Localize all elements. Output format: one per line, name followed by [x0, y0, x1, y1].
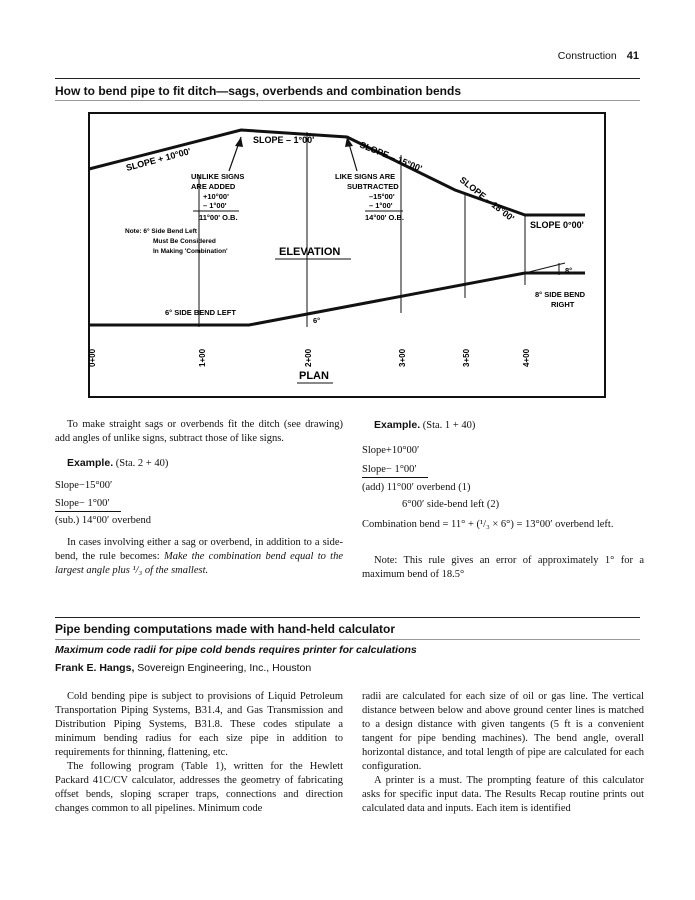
calc-line-1: Slope−15°00′	[55, 480, 113, 491]
example-label: Example.	[67, 457, 114, 469]
label-like-1: LIKE SIGNS ARE	[335, 172, 396, 181]
station-label-0: 0+00	[88, 348, 97, 367]
station-label-4: 3+50	[462, 348, 471, 367]
calc-line-3	[55, 514, 343, 528]
plan-profile	[89, 273, 585, 325]
label-slope-right2: SLOPE – 18°00'	[457, 174, 517, 224]
label-slope-end: SLOPE 0°00'	[530, 220, 584, 230]
label-like-4: – 1°00'	[369, 201, 393, 210]
label-like-2: SUBTRACTED	[347, 182, 399, 191]
rule-paragraph	[55, 536, 343, 578]
calc-right-4: 6°00′ side-bend left (2)	[402, 499, 500, 510]
calc-line-3-pre: (sub.)	[55, 515, 80, 526]
calc-right-3	[362, 481, 644, 495]
left-text-column	[55, 418, 343, 578]
section-rule	[55, 100, 640, 101]
section2-left-p1: Cold bending pipe is subject to provisions of Liquid Petroleum Transportation Piping Systems, B31.4, and Gas Transmission and Distribution Piping Systems, B31.8. These codes stipulate a minimum bending radius for each size pipe in addition to requirements for thinning, flattening, etc.	[55, 691, 343, 758]
label-eight-deg: 8°	[565, 266, 573, 275]
station-label-3: 3+00	[398, 348, 407, 367]
section2-right-p2: A printer is a must. The prompting feature of this calculator asks for specific input data. The Results Recap routine prints out calculated data and inputs. Each item is identified	[362, 775, 644, 814]
right-text-column	[362, 418, 644, 582]
calc-right-3-val: 11°00′ overbend (1)	[386, 482, 471, 493]
combination-line: Combination bend = 11° + (¹/₃ × 6°) = 13°00′ overbend left.	[362, 519, 614, 530]
label-note-3: In Making 'Combination'	[153, 248, 228, 255]
rule-italic: Make the combination bend equal to the largest angle plus ¹/₃ of the smallest.	[55, 551, 344, 576]
calc-right-3-pre: (add)	[362, 482, 385, 493]
label-unlike-5: 11°00' O.B.	[199, 213, 238, 222]
label-plan: PLAN	[299, 370, 329, 382]
label-side-right-2: RIGHT	[551, 300, 575, 309]
label-slope-right1: SLOPE – 15°00'	[358, 139, 424, 174]
arrow-unlike-head	[235, 137, 243, 147]
label-like-5: 14°00' O.B.	[365, 213, 404, 222]
label-slope-mid: SLOPE – 1°00'	[253, 135, 315, 145]
section2-subtitle: Maximum code radii for pipe cold bends requires printer for calculations	[55, 644, 417, 656]
header-section: Construction	[557, 50, 617, 62]
label-unlike-4: – 1°00'	[203, 201, 227, 210]
example-label-right: Example.	[374, 419, 421, 431]
note-paragraph: Note: This rule gives an error of approximately 1° for a maximum bend of 18.5°	[362, 555, 644, 580]
example-heading-left	[55, 456, 343, 471]
label-note-2: Must Be Considered	[153, 238, 216, 245]
label-six-deg: 6°	[313, 316, 321, 325]
label-like-3: –15°00'	[369, 192, 395, 201]
example-station-right: (Sta. 1 + 40)	[422, 420, 476, 431]
label-slope-left: SLOPE + 10°00'	[124, 146, 192, 173]
section2-rule-top	[55, 617, 640, 618]
station-label-1: 1+00	[198, 348, 207, 367]
author-org: Sovereign Engineering, Inc., Houston	[137, 662, 312, 674]
section2-left-column	[55, 690, 343, 816]
label-note-1: Note: 6° Side Bend Left	[125, 228, 197, 235]
example-station: (Sta. 2 + 40)	[115, 458, 169, 469]
calc-right-1: Slope+10°00′	[362, 445, 420, 456]
label-unlike-2: ARE ADDED	[191, 182, 236, 191]
author-name: Frank E. Hangs,	[55, 662, 135, 674]
pipe-bend-diagram	[89, 113, 605, 397]
station-label-2: 2+00	[304, 348, 313, 367]
calc-line-2-text: Slope− 1°00′	[55, 497, 121, 512]
section2-rule	[55, 639, 640, 640]
section2-left-p2: The following program (Table 1), written for the Hewlett Packard 41C/CV calculator, addresses the geometry of fabricating offset bends, sloping scraper traps, connections and direction changes common to all pipelines. Minimum code	[55, 761, 343, 814]
label-side-left: 6° SIDE BEND LEFT	[165, 308, 236, 317]
calc-line-3-val: 14°00′ overbend	[81, 515, 152, 526]
section2-title: Pipe bending computations made with hand-held calculator	[55, 622, 396, 636]
calc-line-2	[55, 497, 343, 512]
label-elevation: ELEVATION	[279, 246, 341, 258]
section-title: How to bend pipe to fit ditch—sags, overbends and combination bends	[55, 84, 462, 98]
page-number: 41	[626, 50, 639, 62]
section2-right-column	[362, 690, 644, 816]
section2-right-p1: radii are calculated for each size of oil or gas line. The vertical distance between below and above ground center lines is matched to a design distance with given tangents (5 ft is a convenient tangent for pipe bending machines). The bend angle, overall horizontal distance, and total length of pipe are calculated for each configuration.	[362, 691, 644, 772]
calc-right-2	[362, 463, 644, 478]
header-rule	[55, 78, 640, 79]
example-heading-right	[362, 418, 644, 433]
station-label-5: 4+00	[522, 348, 531, 367]
label-side-right-1: 8° SIDE BEND	[535, 290, 586, 299]
running-header	[558, 50, 639, 62]
label-unlike-3: +10°00'	[203, 192, 229, 201]
rule-text: In cases involving either a sag or overbend, in addition to a side-bend, the rule becomes:	[55, 537, 343, 562]
intro-paragraph: To make straight sags or overbends fit the ditch (see drawing) add angles of unlike signs, subtract those of like signs.	[55, 419, 343, 444]
label-unlike-1: UNLIKE SIGNS	[191, 172, 245, 181]
calc-right-2-text: Slope− 1°00′	[362, 463, 428, 478]
author-line	[55, 662, 311, 674]
